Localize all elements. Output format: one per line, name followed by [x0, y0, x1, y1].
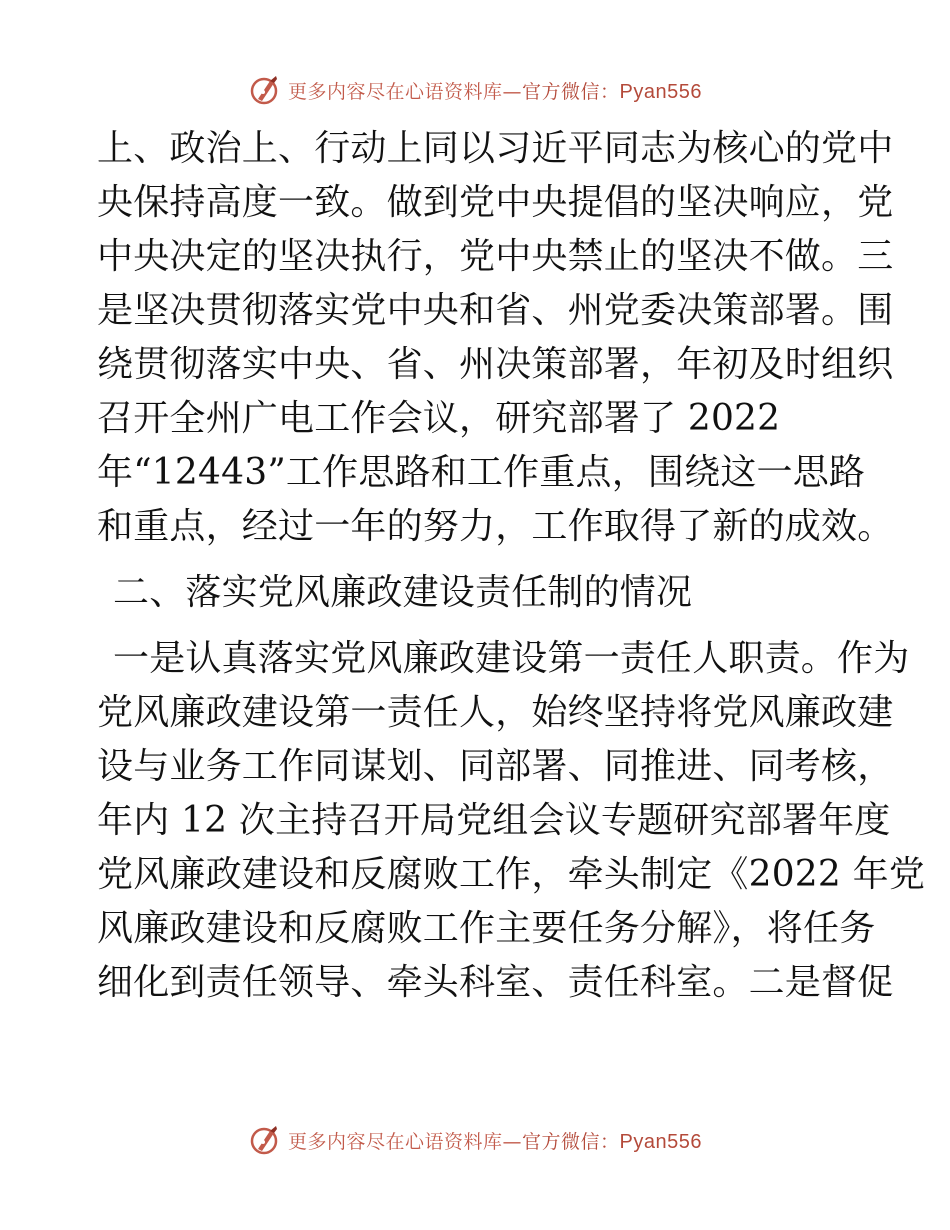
text-line: 设与业务工作同谋划、同部署、同推进、同考核， [97, 746, 894, 787]
text-line: 年“12443”工作思路和工作重点，围绕这一思路 [97, 452, 866, 493]
banner-wechat-id: Pyan556 [619, 80, 702, 103]
text-line: 党风廉政建设和反腐败工作，牵头制定《2022 年党 [97, 854, 926, 895]
footer-banner [0, 1120, 950, 1160]
banner-site-name: 更多内容尽在心语资料库 [288, 1130, 503, 1153]
feather-pen-logo-icon [248, 73, 282, 107]
section-heading: 二、落实党风廉政建设责任制的情况 [113, 572, 693, 613]
text-line: 央保持高度一致。做到党中央提倡的坚决响应，党 [97, 182, 894, 223]
text-line: 和重点，经过一年的努力，工作取得了新的成效。 [97, 506, 894, 547]
text-line: 上、政治上、行动上同以习近平同志为核心的党中 [97, 128, 894, 169]
text-line: 中央决定的坚决执行，党中央禁止的坚决不做。三 [97, 236, 894, 277]
banner-wechat-label: 官方微信： [522, 80, 620, 103]
text-line: 绕贯彻落实中央、省、州决策部署，年初及时组织 [97, 344, 894, 385]
banner-site-name: 更多内容尽在心语资料库 [288, 80, 503, 103]
text-line: 召开全州广电工作会议，研究部署了 2022 [97, 398, 781, 439]
text-line: 年内 12 次主持召开局党组会议专题研究部署年度 [97, 800, 891, 841]
banner-separator: — [502, 1130, 523, 1153]
text-line: 细化到责任领导、牵头科室、责任科室。二是督促 [97, 962, 894, 1003]
paragraph-1 [97, 122, 894, 554]
document-body [97, 122, 926, 1010]
header-banner [0, 70, 950, 110]
paragraph-2 [97, 632, 910, 686]
banner-wechat-label: 官方微信： [522, 1130, 620, 1153]
text-line: 风廉政建设和反腐败工作主要任务分解》，将任务 [97, 908, 876, 949]
feather-pen-logo-icon [248, 1123, 282, 1157]
text-line: 一是认真落实党风廉政建设第一责任人职责。作为 [113, 638, 910, 679]
text-line: 是坚决贯彻落实党中央和省、州党委决策部署。围 [97, 290, 894, 331]
banner-text [288, 77, 702, 104]
banner-text [288, 1127, 702, 1154]
banner-separator: — [502, 80, 523, 103]
banner-wechat-id: Pyan556 [619, 1130, 702, 1153]
paragraph-2-continued [97, 686, 926, 1010]
text-line: 党风廉政建设第一责任人，始终坚持将党风廉政建 [97, 692, 894, 733]
